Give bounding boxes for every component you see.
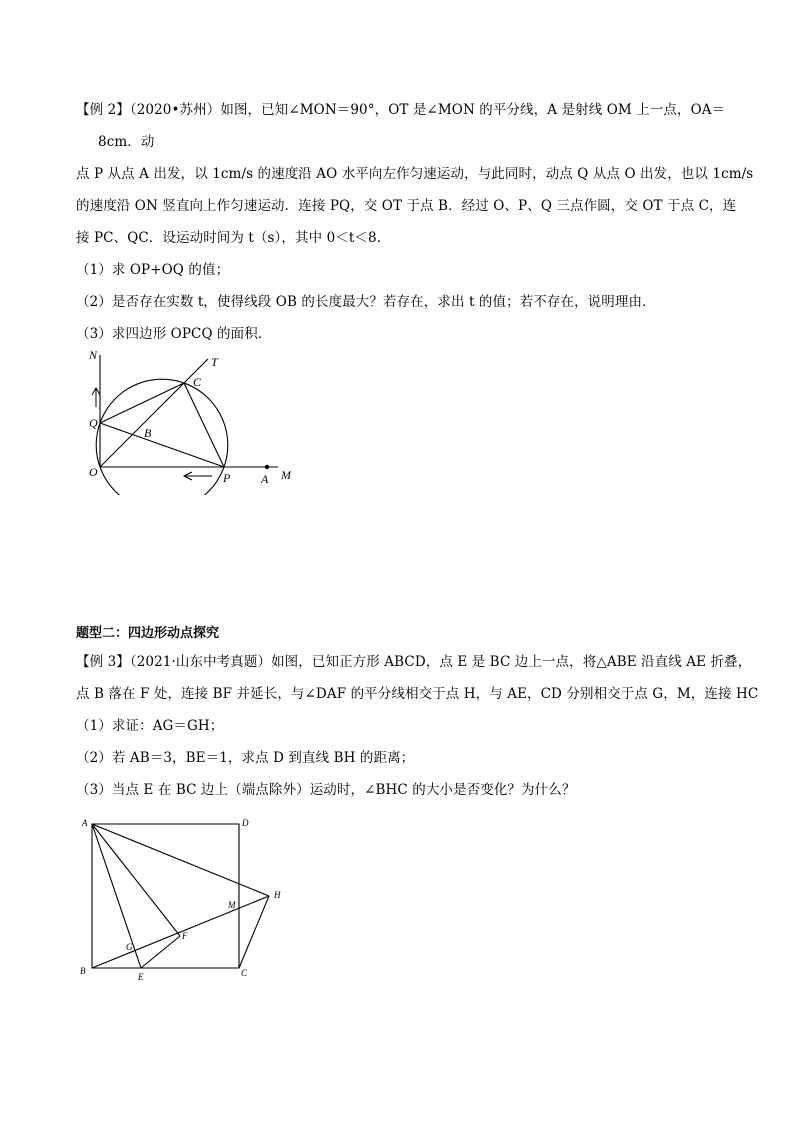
example3-question-3: （3）当点 E 在 BC 边上（端点除外）运动时，∠BHC 的大小是否变化？为什么？ [76,782,576,798]
label-b: B [80,966,86,976]
square-geometry-figure [76,815,296,990]
segment-af [92,824,180,936]
segment-ef [141,936,180,968]
label-t: T [211,355,218,369]
label-n: N [89,348,98,362]
example2-line-3: 点 P 从点 A 出发，以 1cm/s 的速度沿 AO 水平向左作匀速运动，与此同时，动点 Q 从点 O 出发，也以 1cm/s [76,166,754,182]
label-p: P [223,471,231,485]
example3-line-1: 【例 3】（2021·山东中考真题）如图，已知正方形 ABCD，点 E 是 BC 边上一点，将△ABE 沿直线 AE 折叠， [76,654,752,670]
label-q: Q [89,416,98,430]
label-a: A [261,472,269,486]
label-h: H [274,890,281,900]
label-a: A [82,818,88,828]
label-m: M [228,900,236,910]
example3-question-2: （2）若 AB＝3，BE＝1，求点 D 到直线 BH 的距离； [76,750,415,766]
label-f: F [182,931,188,941]
example2-question-1: （1）求 OP+OQ 的值； [76,262,230,278]
ray-ot [100,359,208,467]
segment-ah [92,824,269,896]
label-o: O [89,465,98,479]
square-abcd [92,824,239,968]
circle-opq [96,379,228,495]
point-a-dot [265,465,269,469]
label-e: E [138,972,144,982]
example2-line-4: 的速度沿 ON 竖直向上作匀速运动．连接 PQ，交 OT 于点 B．经过 O、P、Q 三点作圆，交 OT 于点 C，连 [76,198,737,214]
label-c: C [241,968,248,978]
segment-bh [92,896,269,968]
example3-line-2: 点 B 落在 F 处，连接 BF 并延长，与∠DAF 的平分线相交于点 H，与 AE，CD 分别相交于点 G，M，连接 HC [76,686,759,702]
section-heading: 题型二：四边形动点探究 [76,626,220,641]
example2-question-3: （3）求四边形 OPCQ 的面积． [76,326,272,342]
circle-geometry-figure [80,345,310,495]
label-m: M [281,468,291,482]
example2-question-2: （2）是否存在实数 t，使得线段 OB 的长度最大？若存在，求出 t 的值；若不存在，说明理由． [76,294,656,310]
example3-question-1: （1）求证：AG＝GH； [76,718,224,734]
example2-line-2: 8cm．动 [98,134,155,150]
segment-pq [100,423,224,467]
label-g: G [126,942,133,952]
example2-line-1: 【例 2】（2020•苏州）如图，已知∠MON＝90°，OT 是∠MON 的平分线，A 是射线 OM 上一点，OA＝ [76,102,726,118]
label-c: C [193,375,202,389]
label-d: D [242,818,249,828]
segment-ae [92,824,141,968]
segment-qc [100,383,184,423]
label-b: B [144,426,152,440]
example2-line-5: 接 PC、QC．设运动时间为 t（s），其中 0＜t＜8． [76,230,391,246]
